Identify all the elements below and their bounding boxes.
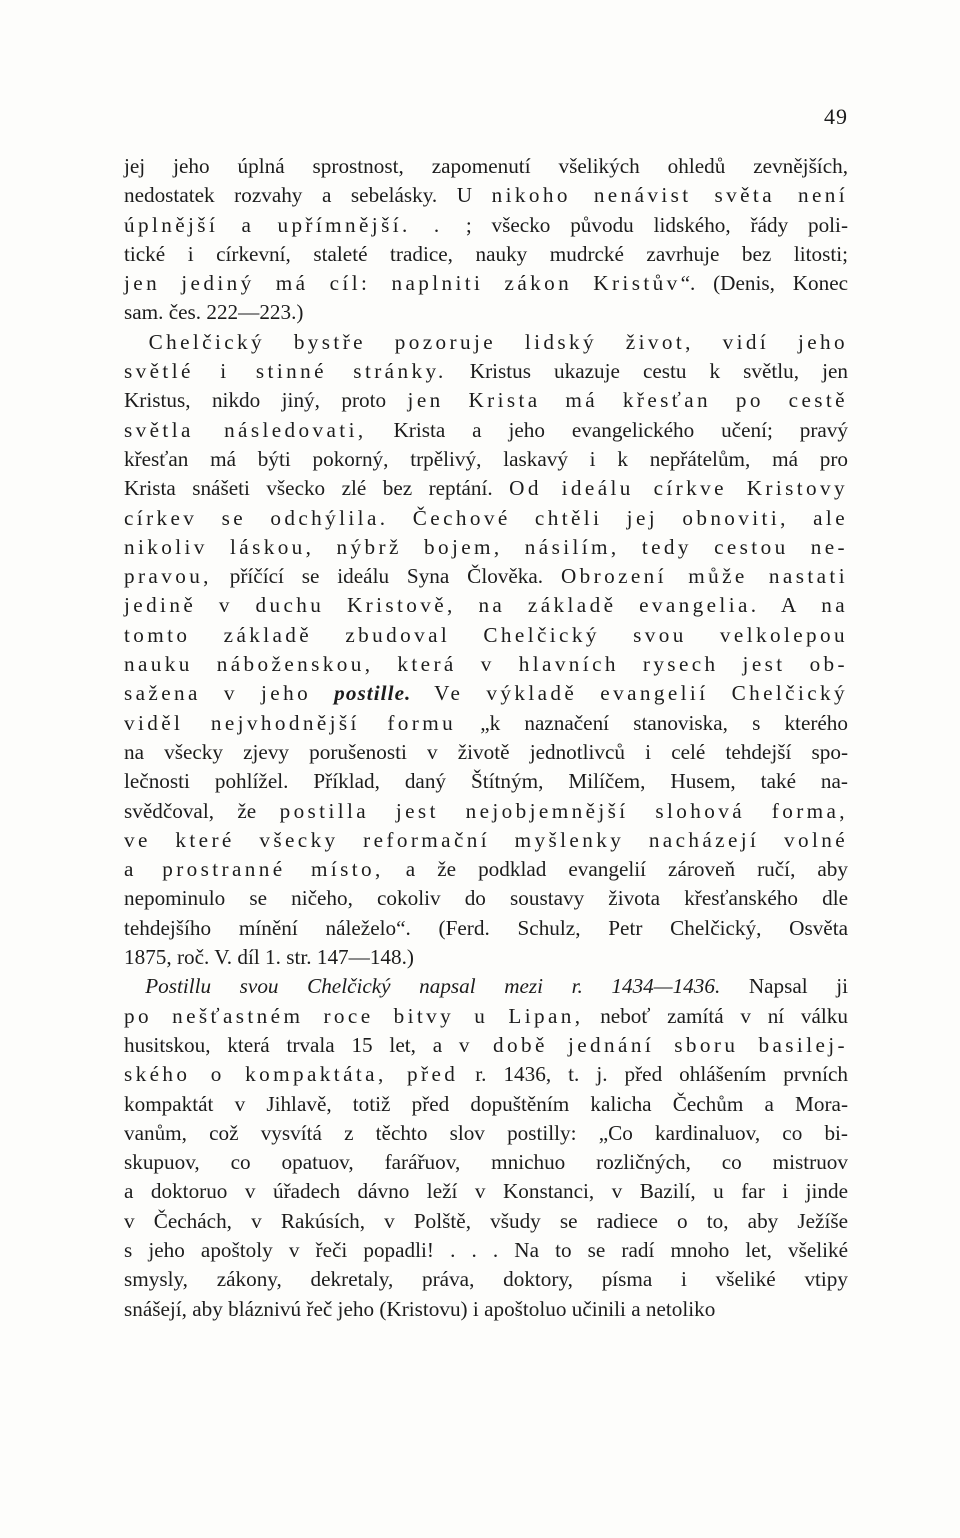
text-segment: ského o kompaktáta, před [124, 1062, 459, 1087]
text-segment: postilla jest nejobjemnější slohová forma, [279, 798, 848, 823]
text-line [124, 445, 848, 474]
text-segment [124, 974, 145, 998]
text-segment: Kristus ukazuje cestu k světlu, jen [446, 359, 849, 384]
text-segment: r. 1436, t. j. před ohlášením prvních [458, 1062, 848, 1087]
text-line [124, 709, 848, 738]
text-segment: v Čechách, v Rakúsích, v Polště, všudy se radiece o to, aby Ježíše [124, 1208, 848, 1233]
text-line [124, 591, 848, 620]
text-segment: Postillu svou Chelčický napsal mezi r. 1434—1436. [145, 974, 721, 999]
text-line [124, 181, 848, 210]
text-segment: svědčoval, že [124, 798, 280, 823]
text-segment: lečnosti pohlížel. Příklad, daný Štítným, Milíčem, Husem, také na- [124, 769, 848, 794]
text-segment: tické i církevní, staleté tradice, nauky mudrcké zavrhuje bez litosti; [124, 241, 848, 266]
text-segment: křesťan má býti pokorný, trpělivý, laskavý i k nepřátelům, má pro [124, 446, 848, 471]
text-line [124, 972, 848, 1001]
text-segment: skupuov, co opatuov, farářuov, mnichuo rozličných, co mistruov [124, 1150, 848, 1175]
body-text [124, 152, 848, 1324]
text-segment: kompaktát v Jihlavě, totiž před dopuštěním kalicha Čechům a Mora- [124, 1091, 848, 1116]
text-line [124, 533, 848, 562]
text-segment: nikoliv láskou, nýbrž bojem, násilím, tedy cestou ne- [124, 534, 848, 559]
text-line [124, 269, 848, 298]
text-segment: smysly, zákony, dekretaly, práva, doktory, písma i všeliké vtipy [124, 1267, 848, 1292]
text-segment: vanům, což vysvítá z těchto slov postilly: „Co kardinaluov, co bi- [124, 1120, 848, 1145]
text-line [124, 650, 848, 679]
text-line [124, 826, 848, 855]
text-segment: tehdejšího mínění náleželo“. (Ferd. Schulz, Petr Chelčický, Osvěta [124, 915, 848, 940]
text-line [124, 943, 848, 972]
text-segment: “. (Denis, Konec [680, 271, 849, 296]
text-line [124, 1090, 848, 1119]
text-segment: ; všecko původu lidského, řády poli- [465, 212, 849, 237]
text-line [124, 504, 848, 533]
text-line [124, 211, 848, 240]
text-segment: Obrození může nastati [560, 564, 848, 589]
text-segment: světla následovati, [124, 417, 367, 442]
text-line [124, 767, 848, 796]
text-line [124, 474, 848, 503]
text-line [124, 621, 848, 650]
text-line [124, 240, 848, 269]
text-line [124, 855, 848, 884]
text-segment: jen Krista má křesťan po cestě [407, 388, 848, 413]
text-segment: nauku náboženskou, která v hlavních rysech jest ob- [124, 652, 848, 677]
text-line [124, 1295, 848, 1324]
text-line [124, 1236, 848, 1265]
text-segment: po nešťastném roce bitvy u Lipan, [124, 1003, 584, 1028]
text-segment: a prostranné místo, [124, 857, 384, 882]
text-segment: světlé i stinné stránky. [124, 359, 447, 384]
text-line [124, 1002, 848, 1031]
text-segment: 1875, roč. V. díl 1. str. 147—148.) [124, 945, 414, 970]
text-segment: Od ideálu církve Kristovy [509, 476, 848, 501]
text-line [124, 357, 848, 386]
text-line [124, 1031, 848, 1060]
text-segment: Ve výkladě evangelií Chelčický [411, 681, 849, 706]
text-segment: úplnější a upřímnější. . [124, 212, 466, 237]
text-segment: nepominulo se ničeho, cokoliv do soustavy života křesťanského dle [124, 886, 848, 911]
text-line [124, 416, 848, 445]
text-segment: v době jednání sboru basilej- [458, 1032, 848, 1057]
text-line [124, 884, 848, 913]
text-line [124, 152, 848, 181]
text-segment: jen jediný má cíl: naplniti zákon Kristův [124, 271, 681, 296]
page-number: 49 [824, 104, 848, 129]
text-line [124, 562, 848, 591]
text-segment: a že podklad evangelií zároveň ručí, aby [383, 857, 848, 882]
text-segment: nedostatek rozvahy a sebelásky. U [124, 183, 492, 208]
text-line [124, 328, 848, 357]
text-segment: viděl nejvhodnější formu [124, 710, 457, 735]
text-line [124, 679, 848, 708]
text-line [124, 914, 848, 943]
text-segment: pravou, [124, 564, 212, 589]
text-segment: sam. čes. 222—223.) [124, 300, 304, 325]
text-segment: Napsal ji [720, 974, 848, 999]
text-segment: ve které všecky reformační myšlenky nacházejí volné [124, 827, 848, 852]
text-segment: příčící se ideálu Syna Člověka. [211, 564, 561, 589]
text-segment: Krista snášeti všecko zlé bez reptání. [124, 476, 510, 501]
text-line [124, 1119, 848, 1148]
text-segment: jej jeho úplná sprostnost, zapomenutí všelikých ohledů zevnějších, [124, 154, 848, 178]
text-line [124, 1060, 848, 1089]
text-segment: tomto základě zbudoval Chelčický svou velkolepou [124, 622, 848, 647]
text-segment: husitskou, která trvala 15 let, a [124, 1032, 459, 1057]
text-segment: jedině v duchu Kristově, na základě evangelia. [124, 593, 760, 618]
text-segment: postille. [334, 681, 412, 706]
text-segment: „k naznačení stanoviska, s kterého [456, 710, 848, 735]
text-segment: Krista a jeho evangelického učení; pravý [366, 417, 848, 442]
text-segment: a doktoruo v úřadech dávno leží v Konstanci, v Bazilí, u far i jinde [124, 1179, 848, 1204]
text-line [124, 797, 848, 826]
text-line [124, 1148, 848, 1177]
text-segment: Kristus, nikdo jiný, proto [124, 388, 408, 413]
text-line [124, 1207, 848, 1236]
text-segment: církev se odchýlila. Čechové chtěli jej obnoviti, ale [124, 505, 848, 530]
text-segment: nikoho nenávist světa není [491, 183, 849, 208]
text-segment: neboť zamítá v ní válku [583, 1003, 848, 1028]
text-segment: Chelčický bystře pozoruje lidský život, vidí jeho [124, 329, 848, 354]
text-segment: sažena v jeho [124, 681, 335, 706]
text-segment: s jeho apoštoly v řeči popadli! . . . Na to se radí mnoho let, všeliké [124, 1237, 848, 1262]
text-segment: snášejí, aby bláznivú řeč jeho (Kristovu) i apoštoluo učinili a netoliko [124, 1296, 716, 1321]
text-line [124, 1265, 848, 1294]
text-line [124, 1177, 848, 1206]
text-line [124, 386, 848, 415]
text-segment: A na [759, 593, 849, 618]
text-line [124, 298, 848, 327]
text-segment: na všecky zjevy porušenosti v životě jednotlivců i celé tehdejší spo- [124, 739, 848, 764]
text-line [124, 738, 848, 767]
